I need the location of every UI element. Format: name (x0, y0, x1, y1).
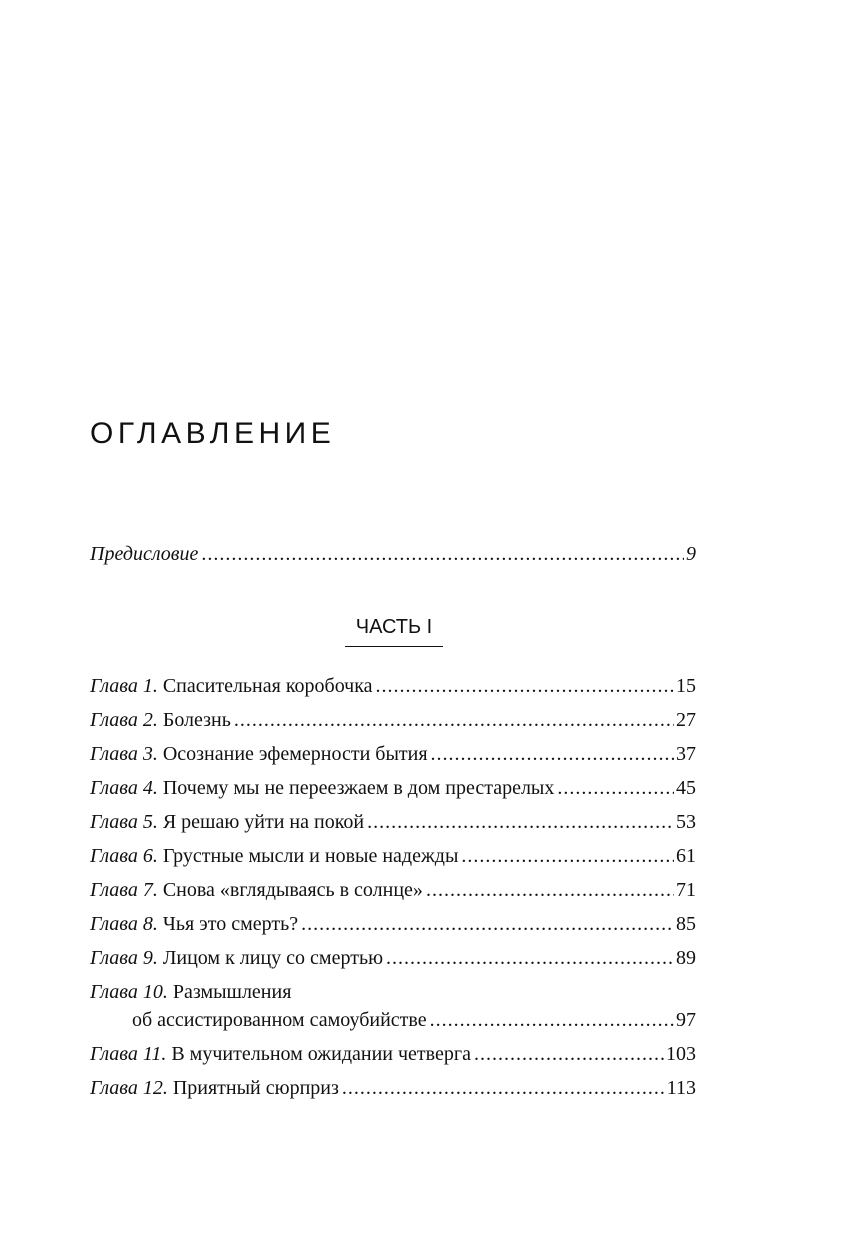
toc-entry-chapter-9[interactable] (90, 943, 696, 973)
dot-leader (234, 705, 674, 735)
chapter-title: Болезнь (162, 709, 231, 731)
toc-entry-chapter-6[interactable] (90, 841, 696, 871)
chapter-title: Спасительная коробочка (162, 675, 373, 697)
chapter-label: Глава 2. (90, 709, 158, 731)
dot-leader (431, 739, 674, 769)
page-number: 97 (676, 1009, 696, 1031)
chapter-label: Глава 3. (90, 743, 158, 765)
chapter-label: Глава 9. (90, 947, 158, 969)
page-number: 61 (676, 845, 696, 867)
dot-leader (342, 1073, 665, 1103)
toc-entry-chapter-4[interactable] (90, 773, 696, 803)
toc-entry-chapter-5[interactable] (90, 807, 696, 837)
dot-leader (301, 909, 674, 939)
chapter-label: Глава 7. (90, 879, 158, 901)
page-number: 15 (676, 675, 696, 697)
chapter-label: Глава 4. (90, 777, 158, 799)
dot-leader (201, 539, 684, 569)
chapter-title-continuation: об ассистированном самоубийстве (132, 1009, 427, 1031)
dot-leader (461, 841, 674, 871)
dot-leader (367, 807, 674, 837)
chapter-label: Глава 8. (90, 913, 158, 935)
dot-leader (386, 943, 674, 973)
page-number: 9 (686, 543, 696, 565)
chapter-label: Глава 1. (90, 675, 158, 697)
part-heading: ЧАСТЬ I (345, 612, 443, 647)
dot-leader (557, 773, 674, 803)
dot-leader (474, 1039, 664, 1069)
toc-entry-chapter-10-continuation[interactable] (132, 1005, 696, 1035)
toc-entry-chapter-12[interactable] (90, 1073, 696, 1103)
page-number: 103 (666, 1043, 696, 1065)
page-number: 27 (676, 709, 696, 731)
page-number: 71 (676, 879, 696, 901)
dot-leader (376, 671, 674, 701)
toc-entry-chapter-3[interactable] (90, 739, 696, 769)
chapter-title: Снова «вглядываясь в солнце» (162, 879, 423, 901)
dot-leader (426, 875, 674, 905)
chapter-label: Глава 12. (90, 1077, 168, 1099)
page-number: 85 (676, 913, 696, 935)
chapter-title: Я решаю уйти на покой (162, 811, 365, 833)
chapter-label: Глава 5. (90, 811, 158, 833)
page-number: 37 (676, 743, 696, 765)
toc-entry-chapter-7[interactable] (90, 875, 696, 905)
toc-entry-preface[interactable] (90, 539, 696, 569)
chapter-title: В мучительном ожидании четверга (171, 1043, 471, 1065)
toc-entry-chapter-10[interactable] (90, 977, 696, 1007)
chapter-title: Лицом к лицу со смертью (162, 947, 384, 969)
chapter-label: Глава 6. (90, 845, 158, 867)
page-title: ОГЛАВЛЕНИЕ (90, 417, 336, 450)
chapter-title: Приятный сюрприз (172, 1077, 339, 1099)
chapter-title: Чья это смерть? (162, 913, 299, 935)
toc-entry-chapter-11[interactable] (90, 1039, 696, 1069)
page-number: 89 (676, 947, 696, 969)
dot-leader (430, 1005, 674, 1035)
chapter-label: Глава 11. (90, 1043, 167, 1065)
preface-label: Предисловие (90, 543, 199, 565)
toc-entry-chapter-2[interactable] (90, 705, 696, 735)
chapter-title: Грустные мысли и новые надежды (162, 845, 459, 867)
page-number: 53 (676, 811, 696, 833)
chapter-title: Почему мы не переезжаем в дом престарелых (162, 777, 555, 799)
page-number: 45 (676, 777, 696, 799)
toc-entry-chapter-1[interactable] (90, 671, 696, 701)
toc-entry-chapter-8[interactable] (90, 909, 696, 939)
page-number: 113 (666, 1077, 696, 1099)
chapter-label: Глава 10. (90, 981, 168, 1003)
chapter-title: Размышления (172, 981, 292, 1003)
chapter-title: Осознание эфемерности бытия (162, 743, 428, 765)
